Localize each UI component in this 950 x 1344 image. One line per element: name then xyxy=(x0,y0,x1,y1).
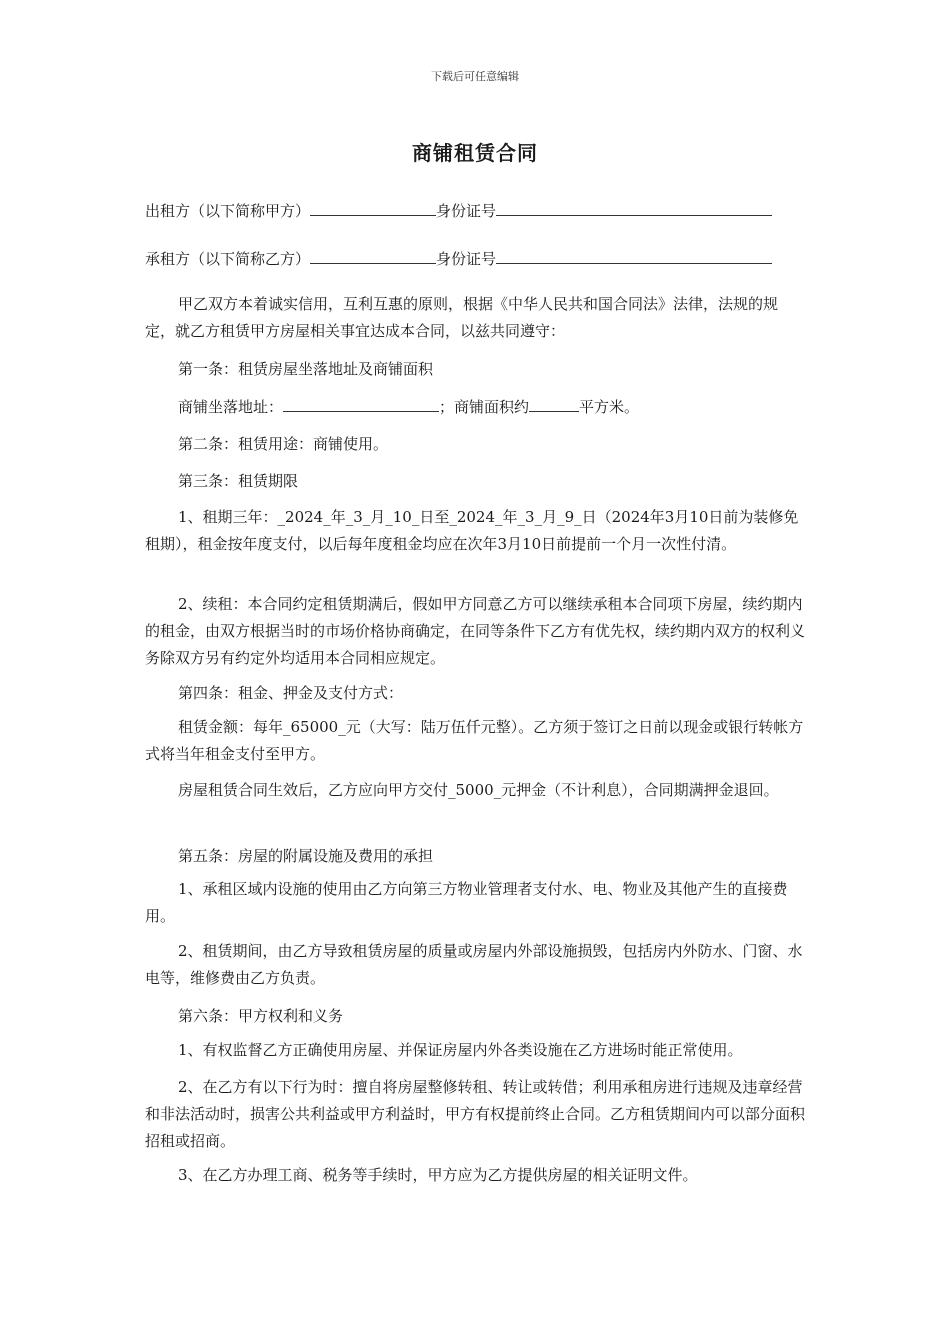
article-4-rent: 租赁金额：每年_65000_元（大写：陆万伍仟元整）。乙方须于签订之日前以现金或银行转帐方式将当年租金支付至甲方。 xyxy=(145,718,804,763)
article-3-title: 第三条：租赁期限 xyxy=(178,472,299,490)
lessee-id-blank xyxy=(496,249,772,264)
article-6-supervise: 1、有权监督乙方正确使用房屋、并保证房屋内外各类设施在乙方进场时能正常使用。 xyxy=(178,1041,743,1059)
lessor-id-label: 身份证号 xyxy=(436,202,497,220)
area-unit: 平方米。 xyxy=(579,398,640,416)
lessee-id-label: 身份证号 xyxy=(436,250,497,268)
article-3-term: 1、租期三年：_2024_年_3_月_10_日至_2024_年_3_月_9_日（2024年3月10日前为装修免租期），租金按年度支付，以后每年度租金均应在次年3月10日前提前一个月一次性付清。 xyxy=(145,508,799,553)
lessee-label: 承租方（以下简称乙方） xyxy=(145,250,311,268)
page-title: 商铺租赁合同 xyxy=(412,141,538,165)
address-blank xyxy=(283,397,439,412)
article-1-title: 第一条：租赁房屋坐落地址及商铺面积 xyxy=(178,360,434,378)
intro-paragraph: 甲乙双方本着诚实信用，互利互惠的原则，根据《中华人民共和国合同法》法律，法规的规定，就乙方租赁甲方房屋相关事宜达成本合同，以兹共同遵守： xyxy=(145,295,779,340)
address-label: 商铺坐落地址： xyxy=(178,398,284,416)
lessee-name-blank xyxy=(310,249,436,264)
article-5-title: 第五条：房屋的附属设施及费用的承担 xyxy=(178,847,434,865)
article-2: 第二条：租赁用途：商铺使用。 xyxy=(178,435,389,453)
article-5-repairs: 2、租赁期间，由乙方导致租赁房屋的质量或房屋内外部设施损毁，包括房内外防水、门窗、水电等，维修费由乙方负责。 xyxy=(145,942,803,987)
area-label: ；商铺面积约 xyxy=(439,398,530,416)
lessor-id-blank xyxy=(496,201,772,216)
article-1-address-line xyxy=(178,396,639,417)
article-4-title: 第四条：租金、押金及支付方式： xyxy=(178,684,404,702)
lessor-line xyxy=(145,200,772,221)
lessee-line xyxy=(145,248,772,269)
article-6-documents: 3、在乙方办理工商、税务等手续时，甲方应为乙方提供房屋的相关证明文件。 xyxy=(178,1166,698,1184)
lessor-name-blank xyxy=(310,201,436,216)
header-note: 下载后可任意编辑 xyxy=(431,70,519,83)
article-4-deposit: 房屋租赁合同生效后，乙方应向甲方交付_5000_元押金（不计利息），合同期满押金退回。 xyxy=(178,781,779,799)
article-6-title: 第六条：甲方权利和义务 xyxy=(178,1007,344,1025)
lessor-label: 出租方（以下简称甲方） xyxy=(145,202,311,220)
article-3-renewal: 2、续租：本合同约定租赁期满后，假如甲方同意乙方可以继续承租本合同项下房屋，续约期内的租金，由双方根据当时的市场价格协商确定，在同等条件下乙方有优先权，续约期内双方的权利义务除双方另有约定外均适用本合同相应规定。 xyxy=(145,595,806,667)
article-5-utilities: 1、承租区域内设施的使用由乙方向第三方物业管理者支付水、电、物业及其他产生的直接费用。 xyxy=(145,880,788,925)
article-6-terminate: 2、在乙方有以下行为时：擅自将房屋整修转租、转让或转借；利用承租房进行违规及违章经营和非法活动时，损害公共利益或甲方利益时，甲方有权提前终止合同。乙方租赁期间内可以部分面积招租或招商。 xyxy=(145,1078,806,1150)
area-blank xyxy=(529,397,579,412)
